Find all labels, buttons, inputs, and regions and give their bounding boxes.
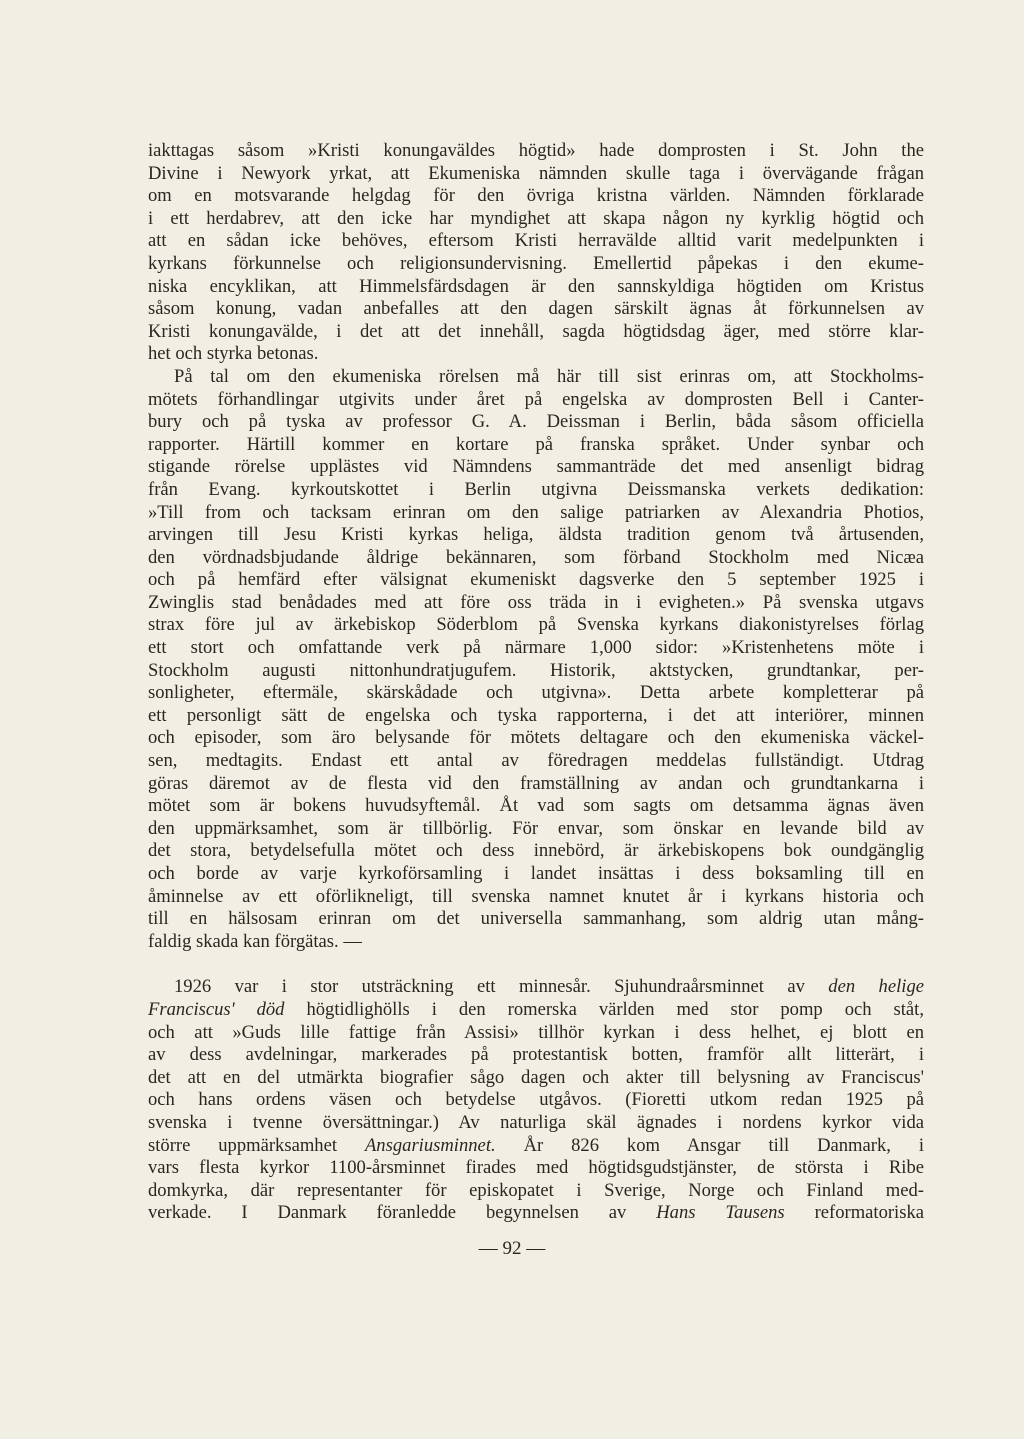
text-line: faldig skada kan förgätas. — (148, 930, 362, 952)
text-line: av dess avdelningar, markerades på protestantisk botten, framför allt litterärt, i (148, 1044, 924, 1066)
text-line: Kristi konungavälde, i det att det innehåll, sagda högtidsdag äger, med större klar- (148, 320, 924, 342)
text-line: den vördnadsbjudande åldrige bekännaren, som förband Stockholm med Nicæa (148, 546, 924, 568)
text-line: från Evang. kyrkoutskottet i Berlin utgivna Deissmanska verkets dedikation: (148, 478, 924, 500)
text-line (148, 999, 924, 1022)
body-text (148, 140, 924, 1225)
text-line: arvingen till Jesu Kristi kyrkas heliga, äldsta tradition genom två årtusenden, (148, 524, 924, 546)
text-line: till en hälsosam erinran om det universella sammanhang, som aldrig utan mång- (148, 908, 924, 930)
page-number: — 92 — (478, 1238, 546, 1259)
text-line: mötets förhandlingar utgivits under året på engelska av domprosten Bell i Canter- (148, 388, 924, 410)
text-line: bury och på tyska av professor G. A. Deissman i Berlin, båda såsom officiella (148, 411, 924, 433)
text-line: sen, medtagits. Endast ett antal av föredragen meddelas fullständigt. Utdrag (148, 750, 924, 772)
text-line: Divine i Newyork yrkat, att Ekumeniska nämnden skulle taga i övervägande frågan (148, 162, 924, 184)
paragraph-3 (148, 976, 924, 1225)
text-line: om en motsvarande helgdag för den övriga kristna världen. Nämnden förklarade (148, 185, 924, 207)
paragraph-1 (148, 140, 924, 366)
text-line (148, 976, 924, 999)
text-line: och att »Guds lille fattige från Assisi» tillhör kyrkan i dess helhet, ej blott en (148, 1021, 924, 1043)
text-line: svenska i tvenne översättningar.) Av naturliga skäl ägnades i nordens kyrkor vida (148, 1111, 924, 1133)
text-line: den uppmärksamhet, som är tillbörlig. För envar, som önskar en levande bild av (148, 817, 924, 839)
text-line: att en sådan icke behöves, eftersom Kristi herravälde alltid varit medelpunkten i (148, 230, 924, 252)
text-run: större uppmärksamhet (148, 1134, 338, 1156)
text-line: het och styrka betonas. (148, 343, 319, 365)
italic-term: Ansgariusminnet. (364, 1134, 496, 1156)
text-line: niska encyklikan, att Himmelsfärdsdagen är den sannskyldiga högtiden om Kristus (148, 275, 924, 297)
text-line: kyrkans förkunnelse och religionsundervisning. Emellertid påpekas i den ekume- (148, 252, 924, 274)
text-line: såsom konung, vadan anbefalles att den dagen särskilt ägnas åt förkunnelsen av (148, 298, 924, 320)
text-run: reformatoriska (814, 1202, 925, 1224)
text-line: »Till from och tacksam erinran om den salige patriarken av Alexandria Photios, (148, 501, 924, 523)
text-line: och borde av varje kyrkoförsamling i landet insättas i dess boksamling till en (148, 863, 924, 884)
text-line: och hans ordens väsen och betydelse utgåvos. (Fioretti utkom redan 1925 på (148, 1089, 924, 1111)
text-line: ett stort och omfattande verk på närmare 1,000 sidor: »Kristenhetens möte i (148, 637, 924, 659)
italic-term: Hans Tausens (656, 1202, 785, 1224)
text-run: 1926 var i stor utsträckning ett minnesår. Sjuhundraårsminnet av (174, 976, 805, 998)
text-line: vars flesta kyrkor 1100-årsminnet firades med högtidsgudstjänster, de största i Ribe (148, 1157, 924, 1179)
text-line: ett personligt sätt de engelska och tyska rapporterna, i det att interiörer, minnen (148, 704, 924, 726)
text-line: rapporter. Härtill kommer en kortare på franska språket. Under synbar och (148, 433, 924, 455)
text-line: sonligheter, eftermäle, skärskådade och utgivna». Detta arbete kompletterar på (148, 682, 924, 704)
italic-term: Franciscus' död (148, 998, 285, 1020)
text-line: stigande rörelse upplästes vid Nämndens sammanträde det med ansenligt bidrag (148, 456, 924, 478)
text-line: Zwinglis stad benådades med att före oss träda in i evigheten.» På svenska utgavs (148, 591, 924, 613)
text-line: iakttagas såsom »Kristi konungaväldes högtid» hade domprosten i St. John the (148, 140, 924, 161)
text-line: och episoder, som äro belysande för mötets deltagare och den ekumeniska väckel- (148, 727, 924, 749)
paragraph-2 (148, 366, 924, 953)
text-line: strax före jul av ärkebiskop Söderblom på Svenska kyrkans diakonistyrelses förlag (148, 614, 924, 636)
text-run: verkade. I Danmark föranledde begynnelsen av (148, 1202, 627, 1224)
text-line: domkyrka, där representanter för episkopatet i Sverige, Norge och Finland med- (148, 1179, 924, 1201)
text-line: mötet som är bokens huvudsyftemål. Åt vad som sagts om detsamma ägnas även (148, 795, 924, 817)
text-line: Stockholm augusti nittonhundratjugufem. Historik, aktstycken, grundtankar, per- (148, 659, 924, 681)
text-line: och på hemfärd efter välsignat ekumeniskt dagsverke den 5 september 1925 i (148, 569, 924, 591)
text-run: högtidlighölls i den romerska världen med stor pomp och ståt, (306, 998, 924, 1020)
text-line (148, 1202, 924, 1225)
text-run: År 826 kom Ansgar till Danmark, i (523, 1134, 924, 1156)
paragraph-gap (148, 953, 924, 976)
text-line: På tal om den ekumeniska rörelsen må här till sist erinras om, att Stockholms- (174, 365, 924, 387)
text-line: det stora, betydelsefulla mötet och dess innebörd, är ärkebiskopens bok oundgänglig (148, 840, 924, 862)
text-line: det att en del utmärkta biografier sågo dagen och akter till belysning av Franciscus' (148, 1066, 924, 1088)
text-line (148, 1135, 924, 1158)
italic-term: den helige (828, 976, 924, 998)
text-line: i ett herdabrev, att den icke har myndighet att skapa någon ny kyrklig högtid och (148, 207, 924, 229)
text-line: göras däremot av de flesta vid den framställning av andan och grundtankarna i (148, 772, 924, 794)
text-line: åminnelse av ett oförlikneligt, till svenska namnet knutet år i kyrkans historia och (148, 885, 924, 907)
